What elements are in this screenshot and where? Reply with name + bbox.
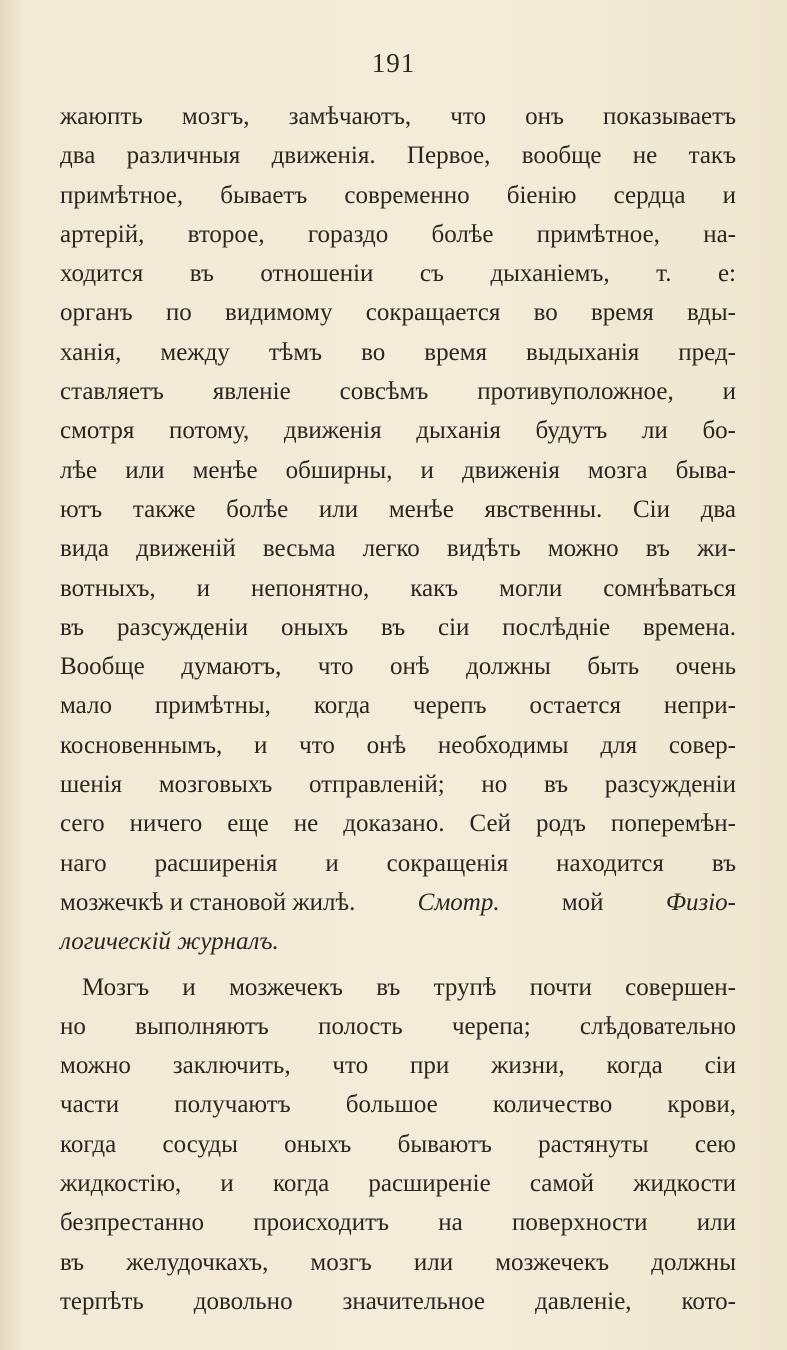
text-line: можно заключить, что при жизни, когда сіи xyxy=(60,1052,736,1080)
text-line: ютъ также болѣе или менѣе явственны. Сіи два xyxy=(60,495,736,523)
text-line: примѣтное, бываетъ современно біенію сердца и xyxy=(60,181,736,209)
text-block xyxy=(60,97,736,1321)
text-line: безпрестанно происходитъ на поверхности или xyxy=(60,1209,736,1237)
reference-title-continued: логическій журналъ. xyxy=(60,928,279,956)
text-line: лѣе или менѣе обширны, и движенія мозга быва- xyxy=(60,456,736,484)
text-line: вотныхъ, и непонятно, какъ могли сомнѣваться xyxy=(60,574,736,602)
text-line: жаюпть мозгъ, замѣчаютъ, что онъ показываетъ xyxy=(60,103,736,130)
text-line-reference xyxy=(60,883,736,922)
reference-title: Физіо- xyxy=(665,888,736,916)
text-line: два различныя движенія. Первое, вообще не такъ xyxy=(60,142,736,170)
text-line: артерій, второе, гораздо болѣе примѣтное, на- xyxy=(60,220,736,248)
text-line: вида движеній весьма легко видѣть можно въ жи- xyxy=(60,535,736,563)
text-line: терпѣть довольно значительное давленіе, кото- xyxy=(60,1287,736,1315)
text-line: наго расширенія и сокращенія находится въ xyxy=(60,849,736,877)
text-line: шенія мозговыхъ отправленій; но въ разсужденіи xyxy=(60,771,736,799)
text-line: сего ничего еще не доказано. Сей родъ поперемѣн- xyxy=(60,810,736,838)
text-line: косновеннымъ, и что онѣ необходимы для совер- xyxy=(60,731,736,759)
text-segment: мозжечкѣ и становой жилѣ. xyxy=(60,888,356,916)
text-line: Мозгъ и мозжечекъ въ трупѣ почти совершен- xyxy=(82,973,736,1001)
text-line: ханія, между тѣмъ во время выдыханія пред- xyxy=(60,338,736,366)
text-line: органъ по видимому сокращается во время вды- xyxy=(60,299,736,327)
text-line: Вообще думаютъ, что онѣ должны быть очень xyxy=(60,653,736,681)
text-segment: мой xyxy=(561,888,604,916)
paragraph xyxy=(60,968,736,1322)
page-number: 191 xyxy=(371,48,416,78)
text-line: но выполняютъ полость черепа; слѣдовательно xyxy=(60,1012,736,1040)
text-line: смотря потому, движенія дыханія будутъ ли бо- xyxy=(60,417,736,445)
reference-abbrev: Смотр. xyxy=(417,888,500,916)
text-line: когда сосуды оныхъ бываютъ растянуты сею xyxy=(60,1130,736,1158)
text-line: въ желудочкахъ, мозгъ или мозжечекъ должны xyxy=(60,1248,736,1276)
text-line: въ разсужденіи оныхъ въ сіи послѣдніе времена. xyxy=(60,613,736,641)
text-line: ходится въ отношеніи съ дыханіемъ, т. е: xyxy=(60,260,736,288)
text-line: части получаютъ большое количество крови, xyxy=(60,1091,736,1119)
text-line: жидкостію, и когда расширеніе самой жидкости xyxy=(60,1170,736,1198)
text-line: мало примѣтны, когда черепъ остается непри- xyxy=(60,692,736,720)
paragraph xyxy=(60,97,736,962)
text-line: ставляетъ явленіе совсѣмъ противуположное, и xyxy=(60,378,736,406)
